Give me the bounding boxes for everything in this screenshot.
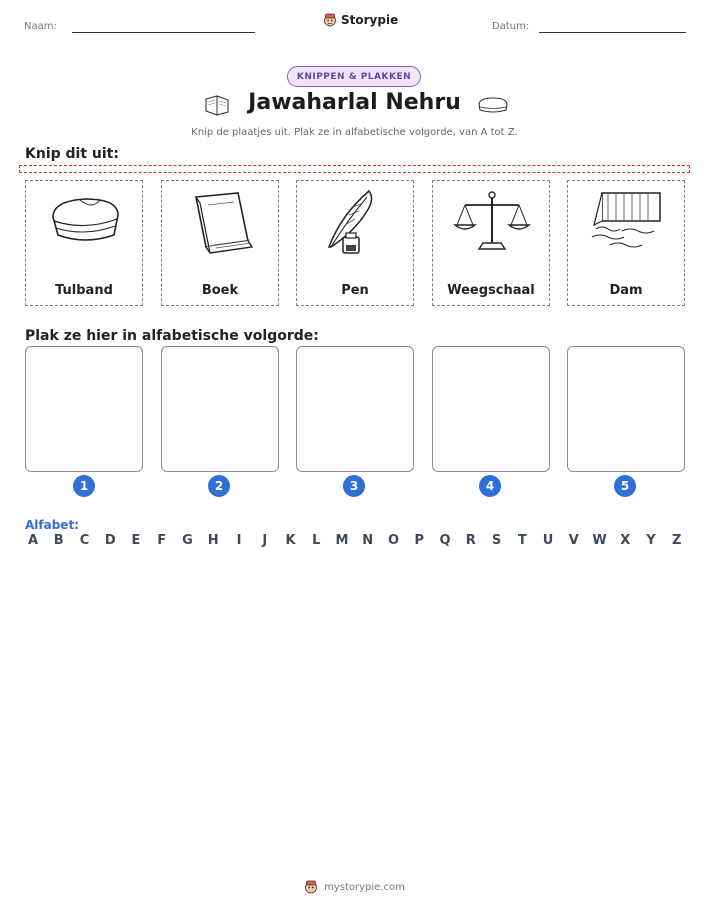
slot-number-4: 4 [479, 475, 501, 497]
card-label: Boek [201, 283, 239, 298]
alphabet-letter: O [387, 533, 400, 548]
alphabet-letter: N [362, 533, 374, 548]
alphabet-letter: Q [439, 533, 451, 548]
paste-slot-1[interactable] [25, 346, 143, 472]
alphabet-letter: F [157, 533, 167, 548]
alphabet-letter: Y [646, 533, 656, 548]
name-label: Naam: [24, 21, 57, 32]
quill-pen-icon [311, 185, 401, 261]
alphabet-letter: E [131, 533, 141, 548]
slot-number-1: 1 [73, 475, 95, 497]
cut-line [19, 165, 690, 173]
alphabet-letter: G [182, 533, 193, 548]
date-line[interactable] [539, 32, 686, 33]
activity-badge: KNIPPEN & PLAKKEN [287, 66, 421, 87]
card-tulband[interactable] [25, 180, 143, 306]
brand-logo [323, 13, 398, 27]
brand-name: Storypie [341, 13, 399, 27]
alphabet-letter: K [285, 533, 296, 548]
slot-number-3: 3 [343, 475, 365, 497]
alphabet-letter: S [491, 533, 502, 548]
paste-heading: Plak ze hier in alfabetische volgorde: [25, 328, 319, 344]
card-label: Weegschaal [447, 283, 535, 298]
card-weegschaal[interactable] [432, 180, 550, 306]
alphabet-letter: C [79, 533, 90, 548]
slot-number-2: 2 [208, 475, 230, 497]
alphabet-letter: Z [672, 533, 682, 548]
mascot-icon [323, 13, 337, 27]
card-boek[interactable] [161, 180, 279, 306]
alphabet-letter: U [542, 533, 554, 548]
card-pen[interactable] [296, 180, 414, 306]
alphabet-letter: A [27, 533, 39, 548]
alphabet-letter: L [312, 533, 321, 548]
alphabet-row [25, 533, 685, 551]
alphabet-letter: X [620, 533, 631, 548]
page-title: Jawaharlal Nehru [248, 90, 461, 115]
alphabet-letter: M [335, 533, 349, 548]
footer [0, 880, 709, 894]
alphabet-letter: J [262, 533, 268, 548]
alphabet-letter: H [207, 533, 219, 548]
paste-slot-5[interactable] [567, 346, 685, 472]
card-label: Dam [609, 283, 643, 298]
alphabet-letter: P [414, 533, 425, 548]
paste-slot-4[interactable] [432, 346, 550, 472]
cut-heading: Knip dit uit: [25, 146, 119, 162]
instructions: Knip de plaatjes uit. Plak ze in alfabetische volgorde, van A tot Z. [191, 127, 518, 138]
book-icon [176, 185, 266, 261]
dam-icon [582, 185, 672, 261]
card-label: Pen [341, 283, 369, 298]
paste-slot-3[interactable] [296, 346, 414, 472]
alphabet-letter: W [592, 533, 607, 548]
alphabet-letter: B [53, 533, 64, 548]
slot-number-5: 5 [614, 475, 636, 497]
mascot-icon [304, 880, 318, 894]
alphabet-letter: D [104, 533, 116, 548]
turban-icon [476, 95, 510, 115]
paste-slot-2[interactable] [161, 346, 279, 472]
alphabet-letter: R [465, 533, 476, 548]
name-line[interactable] [72, 32, 255, 33]
date-label: Datum: [492, 21, 530, 32]
alphabet-title: Alfabet: [25, 518, 79, 532]
card-dam[interactable] [567, 180, 685, 306]
alphabet-letter: V [568, 533, 579, 548]
turban-icon [40, 185, 130, 261]
card-label: Tulband [55, 283, 113, 298]
alphabet-letter: I [236, 533, 242, 548]
scale-icon [447, 185, 537, 261]
footer-url[interactable]: mystorypie.com [324, 881, 405, 893]
alphabet-letter: T [517, 533, 527, 548]
